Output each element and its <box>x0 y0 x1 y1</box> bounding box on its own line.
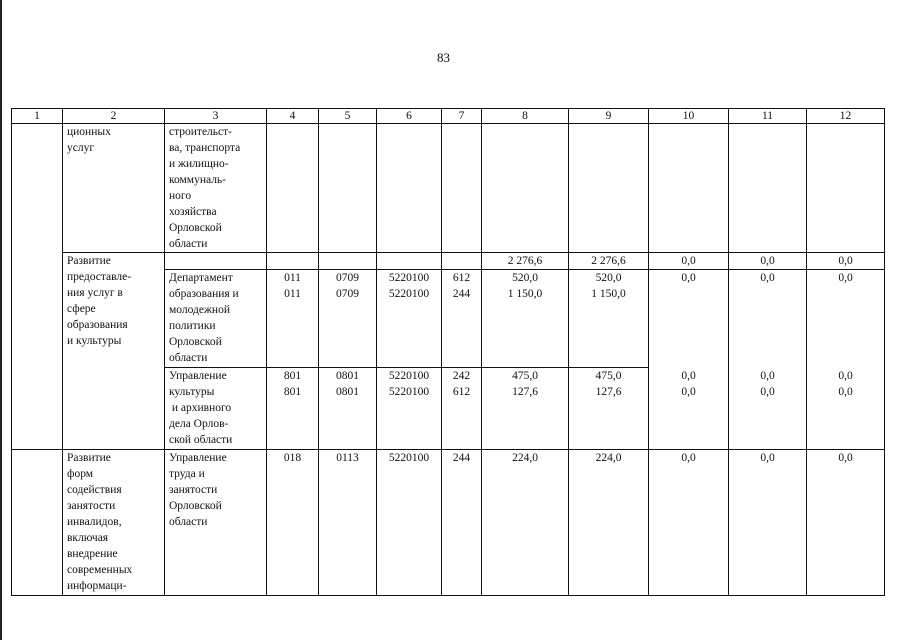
total-cell: 2 276,6 <box>569 253 649 270</box>
column-header: 1 <box>12 109 63 124</box>
executor-cell: Департамент образования и молодежной политики Орловской области <box>165 270 267 368</box>
budget-table <box>11 108 885 596</box>
executor-cell: Управление труда и занятости Орловской области <box>165 450 267 596</box>
activity-cell: Развитие форм содействия занятости инвалидов, включая внедрение современных информаци- <box>63 450 165 596</box>
empty-cell <box>12 124 63 450</box>
code-cell: 011 011 <box>267 270 319 368</box>
table-row <box>12 253 885 270</box>
amount-cell: 0,0 0,0 <box>729 368 807 450</box>
code-cell: 5220100 <box>377 450 442 596</box>
amount-cell: 0,0 0,0 <box>807 368 885 450</box>
code-cell: 612 244 <box>442 270 482 368</box>
amount-cell: 0,0 <box>807 450 885 596</box>
column-header: 12 <box>807 109 885 124</box>
code-cell: 0801 0801 <box>319 368 377 450</box>
amount-cell: 0,0 <box>807 270 885 368</box>
total-cell: 0,0 <box>649 253 729 270</box>
code-cell: 244 <box>442 450 482 596</box>
amount-cell: 0,0 <box>649 270 729 368</box>
column-header: 10 <box>649 109 729 124</box>
amount-cell: 0,0 <box>649 450 729 596</box>
column-header: 5 <box>319 109 377 124</box>
amount-cell: 0,0 <box>729 450 807 596</box>
amount-cell: 475,0 127,6 <box>482 368 569 450</box>
amount-cell: 224,0 <box>482 450 569 596</box>
column-header: 4 <box>267 109 319 124</box>
executor-cell: Управление культуры и архивного дела Орлов- ской области <box>165 368 267 450</box>
total-cell: 0,0 <box>807 253 885 270</box>
activity-cell: Развитие предоставле- ния услуг в сфере образования и культуры <box>63 253 165 450</box>
amount-cell: 520,0 1 150,0 <box>569 270 649 368</box>
code-cell: 0709 0709 <box>319 270 377 368</box>
executor-cell: строительст- ва, транспорта и жилищно- коммуналь- ного хозяйства Орловской области <box>165 124 267 253</box>
total-cell: 0,0 <box>729 253 807 270</box>
column-header: 9 <box>569 109 649 124</box>
page-edge-rule <box>0 0 2 640</box>
column-number-row <box>12 109 885 124</box>
empty-cell <box>12 450 63 596</box>
code-cell: 018 <box>267 450 319 596</box>
amount-cell: 520,0 1 150,0 <box>482 270 569 368</box>
amount-cell: 475,0 127,6 <box>569 368 649 450</box>
amount-cell: 0,0 <box>729 270 807 368</box>
code-cell: 242 612 <box>442 368 482 450</box>
column-header: 6 <box>377 109 442 124</box>
code-cell: 5220100 5220100 <box>377 368 442 450</box>
column-header: 8 <box>482 109 569 124</box>
table-row <box>12 450 885 596</box>
code-cell: 0113 <box>319 450 377 596</box>
amount-cell: 224,0 <box>569 450 649 596</box>
total-cell: 2 276,6 <box>482 253 569 270</box>
column-header: 7 <box>442 109 482 124</box>
column-header: 11 <box>729 109 807 124</box>
amount-cell: 0,0 0,0 <box>649 368 729 450</box>
column-header: 3 <box>165 109 267 124</box>
column-header: 2 <box>63 109 165 124</box>
activity-cell: ционных услуг <box>63 124 165 253</box>
table-row <box>12 124 885 253</box>
code-cell: 5220100 5220100 <box>377 270 442 368</box>
code-cell: 801 801 <box>267 368 319 450</box>
page-number: 83 <box>437 50 450 65</box>
